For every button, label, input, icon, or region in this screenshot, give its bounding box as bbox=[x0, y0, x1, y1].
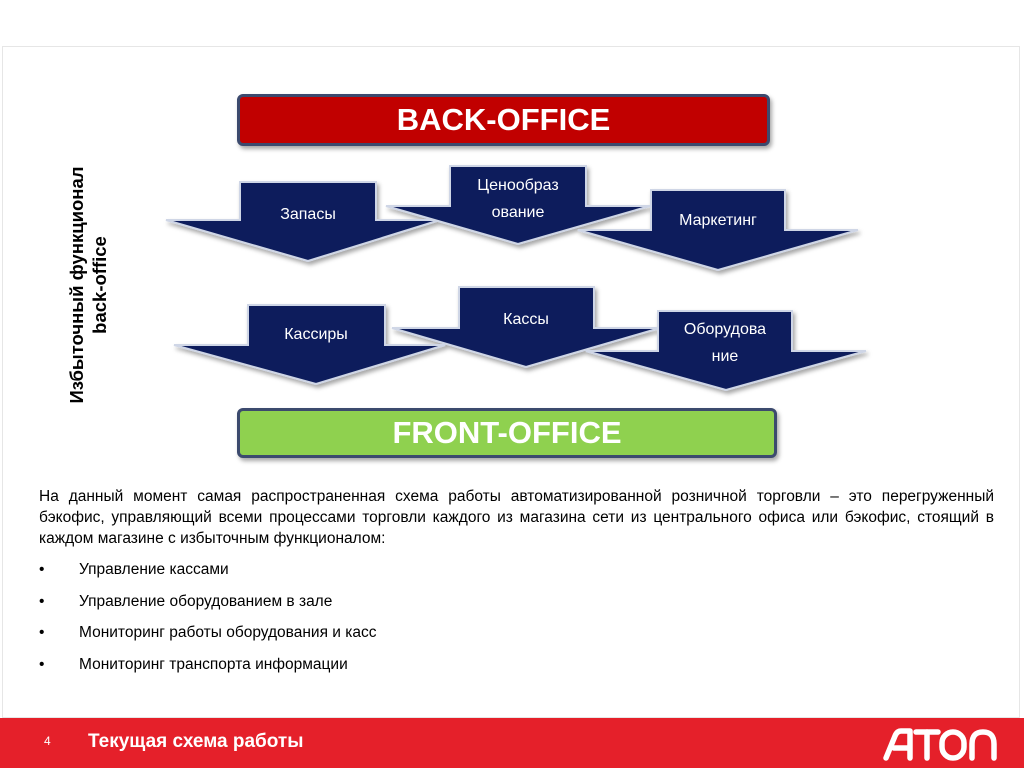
bullet-list bbox=[39, 558, 639, 684]
arrow-kassiry bbox=[174, 305, 445, 384]
list-item-text: Управление кассами bbox=[79, 561, 229, 578]
arrow-label-oborudova-2: ние bbox=[711, 348, 739, 365]
arrow-label-cenoobraz-2: ование bbox=[491, 204, 545, 221]
bullet-icon: • bbox=[39, 624, 45, 641]
page-number: 4 bbox=[44, 734, 51, 748]
bullet-icon: • bbox=[39, 561, 45, 578]
front-office-box: FRONT-OFFICE bbox=[237, 408, 777, 458]
arrow-marketing bbox=[578, 190, 858, 270]
description-paragraph: На данный момент самая распространенная схема работы автоматизированной розничной торговли – это перегруженный бэкофис, управляющий всеми процессами торговли каждого из магазина сети из центрального офиса или бэкофис, стоящий в каждом магазине с избыточным функционалом: bbox=[39, 488, 994, 547]
arrow-label-cenoobraz-1: Ценообраз bbox=[477, 177, 559, 194]
list-item bbox=[39, 653, 639, 685]
bullet-icon: • bbox=[39, 592, 45, 610]
list-item-text: Управление оборудованием в зале bbox=[79, 592, 333, 610]
list-item bbox=[39, 621, 639, 653]
footer-title: Текущая схема работы bbox=[88, 731, 304, 752]
arrow-label-zapasy: Запасы bbox=[280, 206, 336, 223]
vertical-label-line2: back-office bbox=[89, 236, 110, 334]
list-item-text: Мониторинг работы оборудования и касс bbox=[79, 624, 377, 641]
vertical-label bbox=[65, 140, 119, 430]
bullet-icon: • bbox=[39, 655, 45, 673]
arrow-label-kassiry: Кассиры bbox=[284, 326, 348, 343]
list-item bbox=[39, 590, 639, 622]
aton-logo-icon bbox=[882, 726, 1000, 762]
vertical-label-line1: Избыточный функционал bbox=[66, 166, 87, 404]
arrow-label-marketing: Маркетинг bbox=[679, 212, 757, 229]
arrow-label-oborudova-1: Оборудова bbox=[683, 321, 767, 338]
arrow-label-kassy: Кассы bbox=[503, 311, 549, 328]
list-item bbox=[39, 558, 639, 590]
back-office-box: BACK-OFFICE bbox=[237, 94, 770, 146]
list-item-text: Мониторинг транспорта информации bbox=[79, 655, 348, 673]
